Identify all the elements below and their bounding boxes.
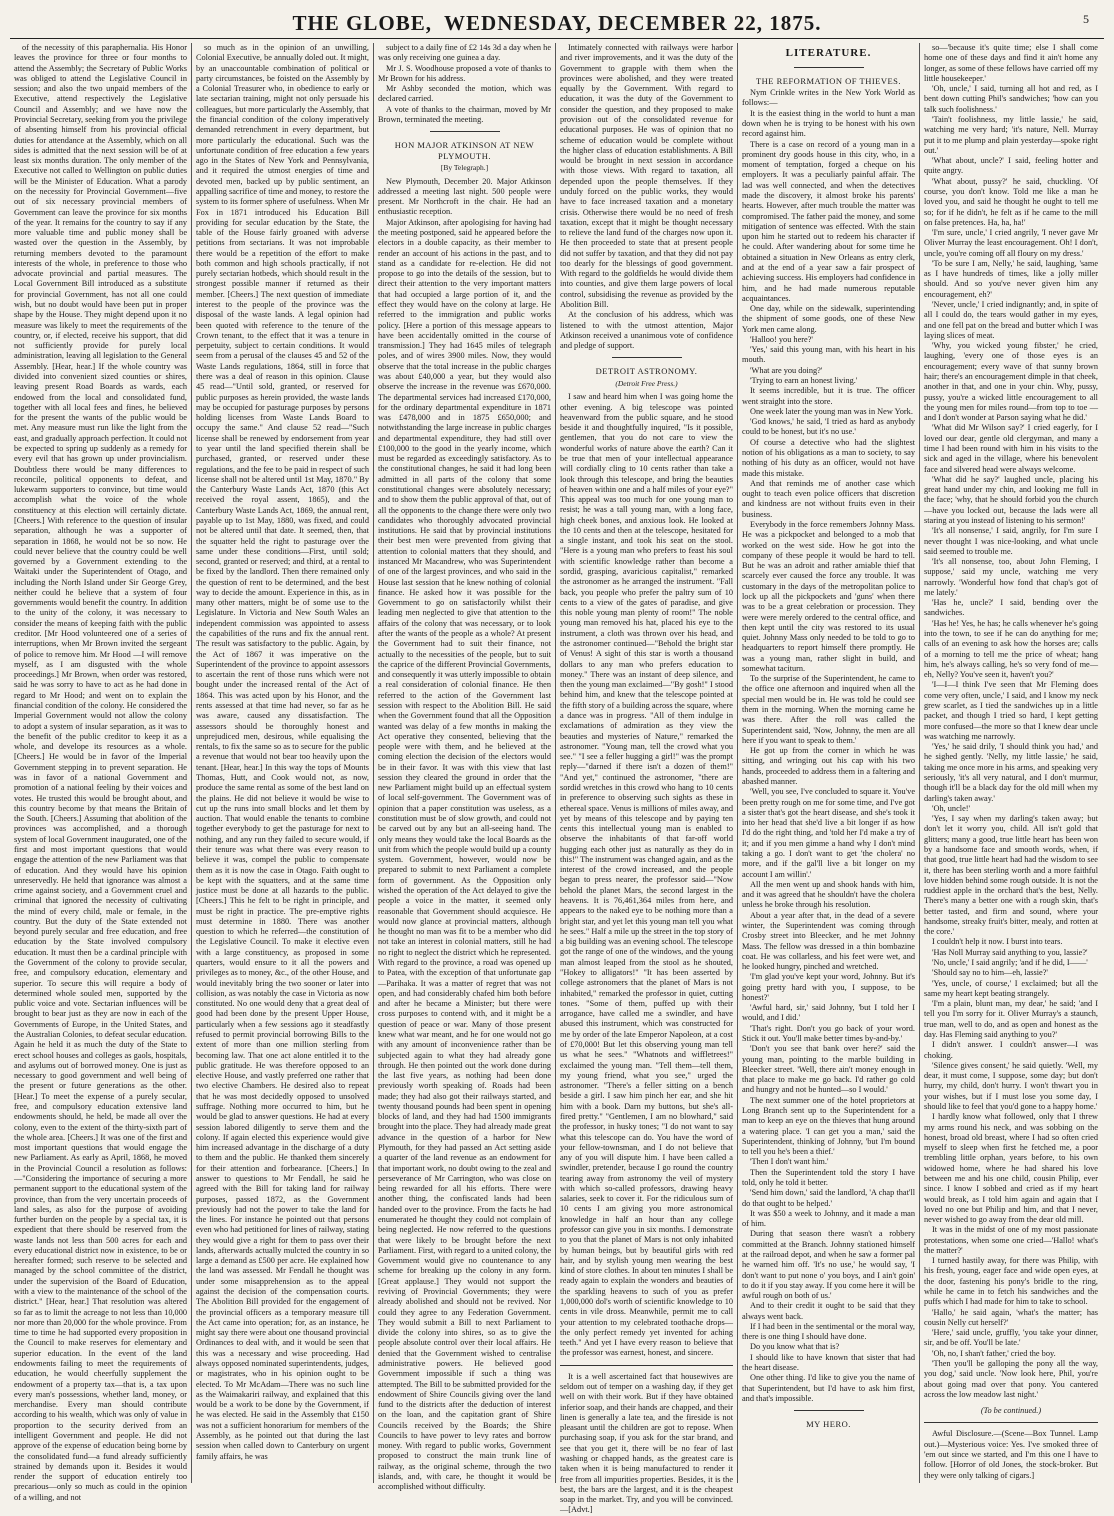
article-paragraph: 'Don't you see that bank over here?' said the young man, pointing to the marble building in Bleecker street. 'Well, there ain't money enough in that place to make me go back. I'd rather go cold and hungry and not be hunted—so I would.' bbox=[742, 1044, 915, 1095]
article-paragraph: One other thing. I'd like to give you the name of that Superintendent, but I'd have to ask him first, and that's impossible. bbox=[742, 1373, 915, 1403]
section-divider bbox=[794, 1410, 864, 1411]
article-paragraph: At the conclusion of his address, which was listened to with the utmost attention, Major Atkinson received a unanimous vote of confidence and pledge of support. bbox=[560, 310, 733, 351]
article-paragraph: 'Then you'll be galloping the pony all the way, you dog,' said uncle. 'Now look here, Phil, you're about going mad over that pony. You cantered across the low meadow last night.' bbox=[924, 1359, 1098, 1399]
article-paragraph: And to their credit it ought to be said that they always went back. bbox=[742, 1301, 915, 1321]
article-paragraph: There is a case on record of a young man in a prominent dry goods house in this city, who, in a moment of temptation, forged a cheque on his employers. It was a peculiarly painful affair. The lad was well connected, and when the detectives made the discovery, it almost broke his parents' hearts. However, after much trouble the matter was compromised. The father paid the money, and some mitigation of sentence was effected. With the stain upon him he started out to redeem his character if he could. After wandering about for some time he obtained a situation in New Orleans as entry clerk, and at the end of a year saw a fair prospect of achieving success. His employers had confidence in him, and he had made numerous reputable acquaintances. bbox=[742, 139, 915, 303]
article-paragraph: 'I'm a plain, blunt man, my dear,' he said; 'and I tell you I'm sorry for it. Oliver Murray's a staunch, true man, well to do, and as open and honest as the day. Has Fleming said anything to you?' bbox=[924, 999, 1098, 1039]
column-6 bbox=[920, 43, 1102, 1483]
masthead bbox=[10, 8, 1104, 39]
article-paragraph: About a year after that, in the dead of a severe winter, the Superintendent was coming through Crosby street into Bleecker, and he met Johnny Mass. The fellow was dressed in a thin bombazine coat. He was collarless, and his feet were wet, and he looked hungry, pinched and wretched. bbox=[742, 910, 915, 972]
columns bbox=[10, 43, 1104, 1515]
article-paragraph: of the necessity of this paraphernalia. His Honor leaves the province for three or four months to attend the Assembly; the Secretary of Public Works was obliged to attend the Legislative Council in session; and also the two unpaid members of the Executive, attend respectively the Legislative Council and Assembly; and we have now the Provincial Secretary, seeking from you the privilege of absenting himself from his provincial official duties for attendance at the Assembly, which on all sides is admitted that the next session will be of at least six months duration. The only member of the Executive not called to Wellington on public duties will be the Minister of Education. What a parody on the necessity for Provincial Government—five out of six necessary provincial members of Government can leave the province for six months of the year. It remains for the country to say if any more valuable time and public money shall be wasted over the question in the Assembly, by returning members devoted to the paramount interests of the whole, in preference to those who advocate provincial and partial measures. The Local Government Bill introduced as a substitute for provincial Government, has not all one could wish, but no doubt would have been put in proper shape by the House. They might depend upon it no measure was likely to meet the requirements of the country, or, if elected, receive his support, that did not sufficiently provide for purely local administration, leaving all legislation to the General Assembly. [Hear, hear.] If the whole country was divided into convenient sized counties or shires, leaving present Road Boards as wards, each endowed from the local and consolidated fund, together with all local fees and fines, he believed for the present the wants of the public would be met. Any measure must run like the light from the east, and gradually approach perfection. It could not be expected to spring up suddenly as a remedy for every evil that has grown up under provincialism. Doubtless there would be many differences to reconcile, political opponents to defeat, and lukewarm supporters to convince, but time would accomplish what the voice of the whole constituency at this election will certainly dictate. [Cheers.] With reference to the question of insular separation, although he was a supporter of separation in 1868, he would not be so now. He could never believe that the country could be well governed by a Government extending to the Waitaki under the Superintendent of Otago, and including the North Island under Sir George Grey, neither could he believe that a system of four governments would benefit the country. In addition to the unity of the colony, it was necessary to consider the means of keeping faith with the public creditor. [Mr Hood volunteered one of a series of interruptions, when Mr Brown invited the sergeant of police to remove him. Mr Hood —I will remove myself, as I am disgusted with the whole proceedings.] Mr Brown, when order was restored, said he was sorry to have to act as he had done in regard to Mr Hood; and went on to explain the financial condition of the colony. He considered the Imperial Government would not allow the colony to adopt a system of insular separation, as it was to the benefit of the public creditor to keep it as a whole, and develope its resources as a whole. [Cheers.] He would be in favor of the Imperial Government stepping in to prevent separation. He was in favor of a national Government and promotion of a national feeling by their voices and votes. He trusted this would be brought about, and this country become by that means the Britain of the South. [Cheers.] Assuming that abolition of the provinces was accomplished, and a thorough system of local Government inaugurated, one of the first and most important questions that would engage the attention of the new Parliament was that of education. And they would have his opinion unreservedly. He held that ignorance was almost a crime against society, and a Government cruel and criminal that ignored the necessity of cultivating the mind of every child, male or female, in the country. But the duty of the State extended not beyond purely secular and free education, and free education by the State involved compulsory education. It must then be a cardinal principle with the Government of the colony to provide secular, free, and compulsory education, elementary and superior. To secure this will require a body of determined whole souled men, supported by the public voice and vote. Sectarian influences will be brought to bear just as they are now in each of the Governments of Europe, in the United States, and the Australian Colonies, to defeat secular education. Again he held it as much the duty of the State to erect school houses and colleges as gaols, hospitals, and asylums out of borrowed money. One is just as necessary to good government and well being of the present or future generations as the other. [Hear.] To meet the expense of a purely secular, free, and compulsory education extensive land endowments should, he held, be made all over the colony, even to the extent of the thirty-sixth part of the whole area. [Cheers.] It was one of the first and most important questions that would engage the new Parliament. As early as April, 1868, he moved in the Provincial Council a resolution as follows:—"Considering the importance of securing a more permanent support to the educational system of the province, than from the very uncertain proceeds of land sales, as also for the purpose of avoiding further burden on the people by a special tax, it is expedient that there should be reserved from the waste lands not less than 500 acres for each and every educational district now in existence, to be or hereafter formed; such reserve to be selected and managed by the school committee of the district, under the supervision of the Board of Education, with a view to the maintenance of the school of the district." [Hear, hear.] That resolution was altered so far as to limit the acreage to not less than 10,000 nor more than 20,000 for the whole province. From time to time he had supported every proposition in the Council to make reserves for elementary and superior education. In the event of the land endowments failing to meet the requirements of education, he would cheerfully supplement the endowment of a property tax—that is, a tax upon every man's possessions, whether land, money, or merchandise. Every man should contribute according to his wealth, which was only of value in proportion to the security derived from an intelligent Government and people. He did not approve of the expense of education being borne by the consolidated fund—a fund already sufficiently strained by demands upon it. Besides it would render the support of education entirely too precarious—only so much as could in the opinion of a willing, and not bbox=[14, 43, 188, 1502]
article-paragraph: 'Oh, no, I shan't father,' cried the boy. bbox=[932, 1348, 1056, 1358]
closing-item: Awful Disclosure.—(Scene—Box Tunnel. Lamp out.)—Mysterious voice: Yes. I've smoked three of 'em out since we started, and I'm this one I have to follow. [Horror of old Jones, the stock-broker. But they were only talking of cigars.] bbox=[924, 1429, 1098, 1480]
article-paragraph: It was in the midst of one of my most passionate protestations, when some one cried—'Hallo! what's the matter?' bbox=[924, 1225, 1098, 1255]
article-paragraph: One day, while on the sidewalk, superintending the shipment of some goods, one of these New York men came along. bbox=[742, 304, 915, 334]
article-paragraph: All the men went up and shook hands with him, and it was agreed that he shouldn't have the cholera unless he broke through his resolution. bbox=[742, 879, 915, 910]
article-paragraph: 'I—I—I think I've seen that Mr Fleming does come very often, uncle,' I said, and I know my neck grew scarlet, as I tied the sandwiches up in a little packet, and though I tried so hard, I kept getting more confused—the more so that I knew dear uncle was watching me narrowly. bbox=[924, 680, 1098, 741]
article-byline: (Detroit Free Press.) bbox=[615, 378, 678, 388]
article-paragraph: I hardly know what followed, only that I threw my arms round his neck, and was sobbing on the honest, broad old breast, where I had so often cried myself to sleep when first he fetched me, a poor trembling little orphan, years before, to his own widowed home, where he had shared his love between me and his one child, cousin Philip, ever since. I know I sobbed and cried as if my heart would break, as I told him again and again that I loved no one but Philip and him, and that I never, never wished to go away from the dear old mill. bbox=[924, 1112, 1098, 1225]
article-paragraph: 'Halloo! you here?' bbox=[750, 334, 813, 344]
article-paragraph: Of course a detective who had the slightest notion of his obligations as a man to society, to say nothing of his duty as an officer, would not have made this mistake. bbox=[742, 437, 915, 478]
article-paragraph: 'Oh, uncle!' bbox=[932, 803, 971, 813]
article-heading: HON MAJOR ATKINSON AT NEW PLYMOUTH. bbox=[394, 140, 535, 161]
column-5 bbox=[738, 43, 920, 1483]
article-paragraph: 'Never, uncle,' I cried indignantly; and, in spite of all I could do, the tears would gather in my eyes, and one fell pat on the bread and butter which I was laying slices of meat. bbox=[924, 300, 1098, 340]
article-paragraph: One week later the young man was in New York. bbox=[750, 406, 913, 416]
article-paragraph: so—'because it's quite time; else I shall come home one of these days and find it ain't home any longer, as some of these fellows have carried off my little housekeeper.' bbox=[924, 43, 1098, 83]
article-body bbox=[924, 43, 1098, 1400]
article-paragraph: I should like to have known that sister that had the heart disease. bbox=[742, 1352, 915, 1373]
article-paragraph: subject to a daily fine of £2 14s 3d a day when he was only receiving one guinea a day. bbox=[378, 43, 551, 63]
article-paragraph: 'Has Noll Murray said anything to you, lassie?' bbox=[932, 947, 1088, 957]
article-paragraph: I couldn't help it now. I burst into tears. bbox=[932, 937, 1063, 947]
article-heading: THE REFORMATION OF THIEVES. bbox=[755, 75, 902, 86]
article-paragraph: It seems incredible, but it is true. The officer went straight into the store. bbox=[742, 386, 915, 406]
article-paragraph: 'Yes,' said this young man, with his heart in his mouth. bbox=[742, 345, 915, 365]
article-paragraph: Do you know what that is? bbox=[750, 1342, 840, 1352]
section-divider bbox=[794, 67, 864, 68]
article-paragraph: 'Yes, uncle, of course,' I exclaimed; but all the same my heart kept beating strangely. bbox=[924, 978, 1098, 998]
article-paragraph: 'Yes, I say when my darling's taken away; but don't let it worry you, child. All isn't gold that glitters; many a good, true little heart has been won by a handsome face and smooth words, when, if that good, true little heart had had the wisdom to see it, there has been sterling worth and a more faithful love hidden behind some rough outside. It is not the ruddiest apple in the orchard that's the best, Nelly. There's many a better one with a rough skin, that's better tasted, and firm and sound, where your handsome, streaky fruit's bitter, mealy, and rotten at the core.' bbox=[924, 814, 1098, 937]
article-paragraph: New Plymouth, December 20. Major Atkinson addressed a meeting last night. 500 people were present. Mr Northcroft in the chair. He had an enthusiastic reception. bbox=[378, 176, 551, 217]
advertisement: It is a well ascertained fact that housewives are seldom out of temper on a washing day, if they get well on with their work. But if they have obtained inferior soap, and their hands are chapped, and their linen is generally a late tea, and the fireside is not pleasant until the children are got to repose. When purchasing soap, if you ask for the star brand, and see that you get it, there will be no fear of last washing or chapped hands, as the greatest care is taken when it is being manufactured to render it free from all impurities properties. Besides, it is the best, the bars are the largest, and it is the cheapest soap in the market. Try, and you will be convinced.—[Advt.] bbox=[560, 1371, 733, 1515]
article-paragraph: 'It's all nonsense,' I said, angrily, for I'm sure I never thought I was nice-looking, and what uncle said seemed to trouble me. bbox=[924, 526, 1098, 556]
article-paragraph: 'It's all nonsense, too, about John Fleming, I suppose,' said my uncle, watching me very narrowly. 'Wonderful how fond that chap's got of me lately.' bbox=[924, 557, 1098, 597]
article-paragraph: I turned hastily away, for there was Philip, with his fresh, young, eager face and wide open eyes, at the door, fastening his pony's bridle to the ring, while he came in to fetch his sandwiches and the puffs which I had made for him to take to school. bbox=[924, 1256, 1098, 1307]
article-paragraph: To the surprise of the Superintendent, he came to the office one afternoon and inquired when all the special men would be in. He was told he could see them in the morning. When the morning came he was there. After the roll was called the Superintendent said, 'Now, Johnny, the men are all here if you want to speak to them.' bbox=[742, 674, 915, 745]
article-paragraph: 'What about, uncle?' I said, feeling hotter and quite angry. bbox=[924, 156, 1098, 176]
article-paragraph: He got up from the corner in which he was sitting, and wringing out his cap with his two hands, proceeded to address them in a faltering and abashed manner. bbox=[742, 746, 915, 786]
article-paragraph: 'Trying to earn an honest living.' bbox=[750, 376, 858, 386]
article-paragraph: Major Atkinson, after apologising for having had the meeting postponed, said he appeared before the electors in a double capacity, as their member to render an account of his actions in the past, and to stand as a candidate for re-election. He did not propose to go into the details of the session, but to direct their attention to the very important matters that had occupied a large portion of it, and the effect they would have on the colony at large. He referred to the immigration and public works policy. [Here a portion of this message appears to have been accidentally omitted in the course of transmission.] They had 1645 miles of telegraph poles, and of wires 3900 miles. Now, they would observe that the total increase in the public charges was about £40,000 a year, but they would also observe the increase in the revenue was £670,000. The departmental services had increased £170,000, for the ordinary departmental expenditure in 1871 was £478,000 and in 1875 £650,000; and notwithstanding the large increase in public charges and departmental expenditure, they had still over £100,000 to the good in the yearly income, which must be regarded as exceedingly satisfactory. As to the constitutional changes, he said it had long been admitted in all parts of the colony that some constitutional changes were absolutely necessary; and to show them the public approval of that, out of all the opponents to the change there were only two candidates who thoroughly advocated provincial institutions. He said that by provincial institutions their best men were prevented from giving that attention to colonial matters that they should, and instanced Mr Macandrew, who was Superintendent of one of the largest provinces, and who said in the House last session that he knew nothing of colonial finance. He asked how it was possible for the Government to go on satisfactorily whilst their leading men neglected to give that attention to the affairs of the colony that was necessary, or to look after the wants of the people as a whole? At present the Government had to suit their finance, not actually to the necessities of the people, but to suit the caprice of the different Provincial Governments, and consequently it was utterly impossible to obtain a real consideration of colonial finance. He then referred to the action of the Government last session with respect to the Abolition Bill. He said when the Government found that all the Opposition wanted was delay of a few months in making the Act operative they consented, believing that the people were with them, and he believed at the coming election the decision of the electors would be in their favor. It was with this view that last session they cleared the ground in order that the new Parliament might build up an effectual system of local self-government. The Government was of opinion that a paper constitution was useless, as a constitution must be of slow growth, and could not be carved out by any but an all-seeing hand. The only means they would take the local Boards as the unit from which the people would build up a county system. Government, however, would now be prepared to submit to next Parliament a complete form of government. As the Opposition only wished the operation of the Act delayed to give the people a voice in the matter, it seemed only reasonable that Government should acquiesce. He would now glance at provincial matters, although he thought no man was fit to be a member who did not take an interest in colonial matters, still he had no right to neglect the district which he represented. With regard to the province, a road was opened up to Patea, with the exception of that unfortunate gap—Parihaka. It was a matter of regret that was not open, and had considerably chafed him both before and after he became a Minister; but there were cross purposes to contend with, and it might be a question of peace or war. Many of those present knew what war meant, and he for one would not go with any amount of inconvenience rather than be subjected again to what they had already gone through. He then pointed out the work done during the last five years, as nothing had been done previously worth speaking of. Roads had been made; they had also got their railways started, and twenty thousand pounds had been spent in opening blocks of land, and they had had 1500 immigrants brought into the place. They had already made great advance in the question of a harbor for New Plymouth, for they had passed an Act setting aside a quarter of the land revenue as an endowment for that important work, no doubt owing to the zeal and perseverance of Mr Carrington, who was close on being rewarded for all his efforts. There were another thing, the confiscated lands had been handed over to the province. From the facts he had enumerated he thought they could not complain of being neglected. He now referred to the questions that were likely to be brought before the next Parliament. First, with regard to a united colony, the Government would give no countenance to any scheme for breaking up the colony in any form. [Great applause.] They would not support the reviving of Provincial Governments; they were already abolished and should not be revived. Nor could they agree to any Federation Government. They would submit a Bill to next Parliament to divide the colony into shires, so as to give the people absolute control over their local affairs. He denied that the Government wished to centralise administrative powers. He believed good Government impossible if such a thing was attempted. The Bill to be submitted provided for the endowment of Shire Councils giving over the land fund to the districts after the deduction of interest on the loan, and the capitation grant of Shire Councils received by the Boards; the Shire Councils to have power to levy rates and borrow money. With regard to public works, Government proposed to construct the main trunk line of railway, as the original scheme, through the two islands, and, with care, he thought it would be accomplished without difficulty. bbox=[378, 217, 551, 1492]
column-3 bbox=[374, 43, 556, 1492]
article-paragraph: 'Why, you wicked young fibster,' he cried, laughing, 'every one of those eyes is an encouragement; every wave of that sunny brown hair; there's an encouragement dimple in that cheek, another in that, and one in your chin. Why, pussy, pussy, you're a wicked little encouragement to all the young men for miles round—from top to toe —and I don't wonder at Parson saying what he did.' bbox=[924, 341, 1098, 423]
article-paragraph: 'God knows,' he said, 'I tried as hard as anybody could to be honest, but it's no use.' bbox=[742, 417, 915, 437]
article-paragraph: 'I'm glad you've kept your word, Johnny. But it's going pretty hard with you, I suppose, to be honest?' bbox=[742, 972, 915, 1002]
article-paragraph: 'Has he, uncle?' I said, bending over the sandwiches. bbox=[924, 598, 1098, 618]
article-paragraph: 'To be sure I am, Nelly,' he said, laughing, 'same as I have hundreds of times, like a jolly miller should. And so you've never given him any encouragement, eh?' bbox=[924, 258, 1098, 299]
section-heading: LITERATURE. bbox=[785, 47, 872, 59]
continued-note: (To be continued.) bbox=[980, 1406, 1042, 1416]
article-paragraph: 'Oh, uncle,' I said, turning all hot and red, as I bent down cutting Phil's sandwiches; 'how can you talk such foolishness.' bbox=[924, 84, 1098, 114]
article-paragraph: It was $50 a week to Johnny, and it made a man of him. bbox=[742, 1208, 915, 1229]
column-2 bbox=[192, 43, 374, 1483]
article-paragraph: 'What are you doing?' bbox=[750, 365, 823, 375]
article-paragraph: Nym Crinkle writes in the New York World as follows:— bbox=[742, 88, 915, 108]
article-paragraph: 'What did Mr Wilson say?' I cried eagerly, for I loved our dear, gentle old clergyman, and many a time I had been round with him in his visits to the sick and aged in the village, where his benevolent face and silvered head were always welcome. bbox=[924, 423, 1098, 474]
column-1 bbox=[10, 43, 192, 1502]
issue-date: WEDNESDAY, DECEMBER 22, 1875. bbox=[444, 10, 822, 35]
article-paragraph: Mr Ashby seconded the motion, which was declared carried. bbox=[378, 84, 551, 104]
article-paragraph: A vote of thanks to the chairman, moved by Mr Brown, terminated the meeting. bbox=[378, 104, 551, 124]
article-paragraph: The next summer one of the hotel proprietors at Long Branch sent up to the Superintendent for a man to keep an eye on the thieves that hung around a watering place. 'I can get you a man,' said the Superintendent, thinking of Johnny, 'but I'm bound to tell you he's been a thief.' bbox=[742, 1095, 915, 1157]
section-divider bbox=[430, 131, 500, 132]
article-paragraph: so much as in the opinion of an unwilling, Colonial Executive, be annually doled out. It might, by an unaccountable combination of political or party circumstances, be foisted on the Assembly by a Colonial Treasurer who, in obedience to early or late sectarian training, might not only persuade his colleagues, but more particularly the Assembly, that the financial condition of the colony imperatively demanded retrenchment in every department, but more particularly the educational. Such was the unfortunate condition of free education a few years ago in the States of New York and Pennsylvania, and it required the utmost energies of time and devoted men, backed up by public sentiment, an appalling sacrifice of time and money, to restore the system to its former sphere of usefulness. When Mr Fox in 1871 introduced his Education Bill providing for secular education by the State, the table of the House fairly groaned with adverse petitions from sectarians. It was not improbable there would be a repetition of the effort to make both common and high schools practically, if not purely sectarian hotbeds, which should result in the strongest possible manner if returned as their member. [Cheers.] The next question of immediate interest to the people of the province was the disposal of the waste lands. A legal opinion had been quoted with reference to the tenure of the Crown tenant, to the effect that it was a tenure in perpetuity, subject to certain conditions. It would seem from a perusal of the clauses 45 and 52 of the Waste Lands regulations, 1864, still in force that there was a deal of reason in this opinion. Clause 45 read—"Until sold, granted, or reserved for public purposes as herein provided, the waste lands may be occupied for pasturage purposes by persons holding licenses from Waste Lands Board to occupy the same." And clause 52 read—"Such license shall be renewed by endorsement from year to year until the land specified therein shall be purchased, granted, or reserved under these regulations, and the fee to be paid in respect of such license shall not be altered until 1st May, 1870." By the Canterbury Waste Lands Act, 1870 (this Act received the royal assent, 1865), and the Canterbury Waste Lands Act, 1869, the annual rent, payable up to 1st May, 1880, was fixed, and could not be altered until that date. It seemed, then, that the squatter held the right to pasturage over the same under these conditions—First, until sold; second, granted or reserved; and third, at a rental to be fixed by the landlord. Then there remained only the question of rent to be determined, and the best way to decide the amount. Experience in this, as in many other matters, might be of some use to the Legislature. In Victoria and New South Wales an independent commission was appointed to assess the capabilities of the runs and fix the annual rent. The result was satisfactory to the public. Again, by the Act of 1867 it was imperative on the Superintendent of the province to appoint assessors to ascertain the rent of those runs which were not bought under the increased rental of the Act of 1864. This was acted upon by his Honor, and the rents assessed at that time had never, so far as he was aware, caused any dissatisfaction. The assessors should be thoroughly honest and unprejudiced men, desirous, while equalising the rentals, to fix the same so as to secure for the public a revenue that would not bear too heavily upon the tenant. [Hear, hear.] In this way the tops of Mounts Thomas, Hutt, and Cook would not, as now, produce the same rental as some of the best land on the plains. He did not believe it would be wise to cut up the runs into small blocks and let them by auction. That would enable the tenants to combine together everybody to get the pasturage for next to nothing, and any run they failed to secure would, if their tenure was what there was every reason to believe it was, compel the public to compensate them as it is now the case in Otago. Faith ought to be kept with the squatters, and at the same time justice must be done at all hazards to the public. [Cheers.] This he felt to be right in principle, and must be right in practice. The pre-emptive rights must determine in 1880. There was another question to which he referred—the constitution of the Legislative Council. To make it elective even with a large constituency, as proposed in some quarters, would ensure to it all the powers and privileges as to money, &c., of the other House, and would inevitably bring the two sooner or later into collision, as was notably the case in Victoria as now constituted. No one would deny that a great deal of good had been done by the present Upper House, particularly when a few sessions ago it steadfastly refused to permit provincial borrowing Bills to the extent of more than one million sterling from becoming law. That one act alone entitled it to the public gratitude. He was therefore opposed to an elective House, and vastly preferred one rather that two elective Chambers. He desired also to repeat that he was most decidedly opposed to unsolved suffrage. Nothing more occurred to him, but he would be glad to answer questions. He had at every session labored diligently to serve them and the colony. If again elected this experience would give him increased advantage in the discharge of a duty to them and the public. He thanked them sincerely for their attention and forbearance. [Cheers.] In answer to questions to Mr Fendall, he said he agreed with the Bill for taking land for railway purposes, passed 1872, as the Government previously had not the power to take the land for the lines. For instance he pointed out that persons even who had petitioned for lines of railway, stating they would give a right for them to pass over their lands, afterwards actually mulcted the country in so large a demand as £500 per acre. He explained how the land was assessed. Mr Fendall he thought was under some misapprehension as to the appeal against the decision of the compensation courts. The Abolition Bill provided for the engagement of the provincial officers as a temporary measure till the Act came into operation; for, as an instance, he might say there were about one thousand provincial Ordinances to deal with, and it would be seen that this was a necessary and wise proceeding. Had always opposed nominated superintendents, judges, or magistrates, who in his opinion ought to be elected. To Mr McAdam—There was no such line as the Waimakariri railway, and explained that this would be a work to be done by the Government, if he was elected. He said in the Assembly that £150 was not a sufficient honorarium for members of the Assembly, as he pointed out that during the last session when called down to Canterbury on urgent family affairs, he was bbox=[196, 43, 369, 1461]
article-paragraph: 'What did he say?' laughed uncle, placing his great hand under my chin, and looking me full in the face; 'why, that he should forbid you the church—have you locked out, because the lads were all staring at you instead of listening to his sermon!' bbox=[924, 474, 1098, 525]
article-body bbox=[742, 88, 915, 1404]
article-paragraph: Mr J. S. Woodhouse proposed a vote of thanks to Mr Brown for his address. bbox=[378, 63, 551, 83]
article-heading: MY HERO. bbox=[806, 1419, 851, 1430]
section-divider bbox=[924, 1422, 1098, 1423]
article-paragraph: 'Yes,' he said drily, 'I should think you had,' and he sighed gently. 'Nelly, my little lassie,' he said, taking me once more in his arms, and speaking very seriously, 'it's all very natural, and I don't murmur, though it'll be a black day for the old mill when my darling's taken away.' bbox=[924, 742, 1098, 803]
article-paragraph: 'Tain't foolishness, my little lassie,' he said, watching me very hard; 'it's nature, Nell. Murray put it to me plump and plain yesterday—spoke right out.' bbox=[924, 114, 1098, 155]
article-paragraph: 'Then I don't want him.' bbox=[750, 1157, 829, 1167]
article-paragraph: Then the Superintendent told the story I have told, only he told it better. bbox=[742, 1167, 915, 1187]
article-paragraph: 'Send him down,' said the landlord, 'A chap that'll do that ought to be helped.' bbox=[742, 1188, 915, 1208]
column-4 bbox=[556, 43, 738, 1515]
article-paragraph: I didn't answer. I couldn't answer—I was choking. bbox=[924, 1040, 1098, 1060]
article-paragraph: 'Should say no to him—eh, lassie?' bbox=[932, 968, 1048, 978]
article-paragraph: 'That's right. Don't you go back of your word. Stick it out. You'll make better times by-and-by.' bbox=[742, 1023, 915, 1044]
paper-name: THE GLOBE, bbox=[292, 10, 433, 35]
article-paragraph: During that season there wasn't a robbery committed at the Branch. Johnny stationed himself at the railroad depot, and when he saw a former pal he warned him off. 'It's no use,' he would say, 'I don't want to put none o' you boys, and I ain't goin' to do it if you stay away. If you come here it will be awful rough on both of us.' bbox=[742, 1229, 915, 1301]
article-paragraph: And that reminds me of another case which ought to teach even police officers that discretion and kindness are not without fruits even in their business. bbox=[742, 478, 915, 519]
article-byline: [By Telegraph.] bbox=[440, 163, 489, 173]
article-paragraph: 'Hallo,' he said again, 'what's the matter; has cousin Nelly cut herself?' bbox=[924, 1307, 1098, 1327]
page-number: 5 bbox=[1083, 12, 1090, 26]
article-paragraph: 'What about, pussy?' he said, chuckling. 'Of course, you don't know. Told me like a man he loved you, and said he thought he ought to tell me so; for if he didn't, he felt as if he came to the mill on false pretences. Ha, ha, ha!' bbox=[924, 176, 1098, 227]
article-paragraph: It is the easiest thing in the world to hunt a man down when he is trying to be honest with his own record against him. bbox=[742, 108, 915, 139]
article-paragraph: 'Here,' said uncle, gruffly, 'you take your dinner, sir, and be off. You'll be late.' bbox=[924, 1328, 1098, 1348]
article-paragraph: Everybody in the force remembers Johnny Mass. He was a pickpocket and belonged to a mob that worked on the west side. How he got into the company of these people it would be hard to tell. But he was an adroit and rather amiable thief that scarcely ever caused the force any trouble. It was customary in the days of the metropolitan police to lock up all the pickpockets and 'guns' when there was to be a great celebration or procession. They were were merely ordered to the central office, and then kept until the city was restored to its usual quiet. Johnny Mass only needed to be told to go to headquarters to report himself there promptly. He was a young man, rather slight in build, and somewhat taciturn. bbox=[742, 519, 915, 673]
article-paragraph: If I had been in the sentimental or the moral way, there is one thing I should have done. bbox=[742, 1321, 915, 1342]
article-paragraph: Intimately connected with railways were harbor and river improvements, and it was the duty of the Government to grapple with them when the provinces were abolished, and they were treated equally by the Government. With regard to education, it was the duty of the Government to consider the question, and they proposed to make provision out of the consolidated revenue for educational purposes. He was of opinion that no scheme of education would be complete without the higher class of education establishments. A Bill would be brought in next session in accordance with those views. With regard to taxation, all depended upon the people themselves. If they unduly forced on the public works, they would have to face increased taxation and a monetary crisis. Otherwise there would be no need of fresh taxation, except that it might be thought necessary to relieve the land fund of the charges now upon it. He then proceeded to state that at present people did not suffer by taxation, and that they did not pay too dearly for the blessings of good government. With regard to the goldfields he would divide them into counties, and give them large powers of local control, subsidising the revenue as provided by the Abolition Bill. bbox=[560, 43, 733, 310]
article-paragraph: I saw and heard him when I was going home the other evening. A big telescope was pointed heavenward from the public square, and he stood beside it and thoughtfully inquired, "Is it possible, gentlemen, that you do not care to view the wonderful works of nature above the earth? Can it be true that men of your intellectual appearance will cordially cling to 10 cents rather than take a look through this telescope, and bring the beauties of heaven within one and a half miles of your eye?" This appeal was too much for one young man to resist; he was a tall young man, with a long face, high cheek bones, and anxious look. He looked at the 10 cents and then at the telescope, hesitated for a single instant, and took his seat on the stool. "Here is a young man who prefers to feast his soul with scientific knowledge rather than become a sordid, grasping, avaricious capitalist," remarked the astronomer as he arranged the instrument. "Fall back, you people who prefer the paltry sum of 10 cents to a view of the gates of paradise, and give this noble young man plenty of room!" The noble young man removed his hat, placed his eye to the instrument, a cloth was thrown over his head, and the astronomer continued—"Behold the bright star of Venus! A sight of this star is worth a thousand dollars to any man who prefers education to money." There was an instant of deep silence, and then the young man exclaimed—"By gosh!" I stood behind him, and knew that the telescope pointed at the fifth story of a building across the square, where a dance was in progress. "All of them indulge in exclamations of admiration as they view the beauties and mysteries of Nature," remarked the astronomer. "Young man, tell the crowd what you see." "I see a feller hugging a girl!" was the prompt reply—"darned if there isn't a dozen of them!" "And yet," continued the astronomer, "there are sordid wretches in this crowd who hang to 10 cents in preference to observing such sights as these in ethereal space. Venus is millions of miles away, and yet by means of this telescope and by paying ten cents this intellectual young man is enabled to observe the inhabitants of that far-off world hugging each other just as naturally as they do in this!" The instrument was changed again, and as the interest of the crowd increased, and the people began to press nearer, the professor said—"Now behold the planet Mars, the second largest in the heavens. It is 76,461,364 miles from here, and appears to the naked eye to be nothing more than a bright star, and yet let this young man tell you what he sees." Half a mile up the street in the top story of a big building was an evening school. The telescope got the range of one of the windows, and the young man almost leaped from the stool as he shouted, "Hokey to alligators!" "It has been asserted by college astronomers that the planet of Mars is not inhabited," remarked the professor in quiet, cutting tones. "Some of them, puffed up with their arrogance, have called me a swindler, and have abused this instrument, which was constructed for me by order of the late Emperor Napoleon, at a cost of £70,000! But let this observing young man tell us what he sees." "Whatnots and wiffletrees!" exclaimed the young man. "Tell them—tell them, my young friend, what you see," urged the astronomer. "There's a feller sitting on a bench beside a girl. I saw him pinch her ear, and she hit him with a book. Darn my buttons, but she's all-fired pretty." "Gentlemen, I am no blowhard," said the professor, in husky tones; "I do not want to say what this telescope can do. You have the word of your fellow-townsman, and I do not believe that any of you will dispute him. I have been called a swindler, pretender, because I go round the country tearing away from astronomy the veil of mystery with which so-called professors, drawing heavy salaries, seek to cover it. For the ridiculous sum of 10 cents I am giving you more astronomical knowledge in half an hour than any college professor can give you in six months. I demonstrate to you that the planet of Mars is not only inhabited by human beings, but by beautiful girls with red hair, and by stylish young men wearing the best kind of store clothes. In about ten minutes I shall be ready again to explain the wonders and beauties of the sparkling heavens to such of you as prefer 1,000,000 dol's worth of scientific knowledge to 10 cents in vile dross. Meanwhile, permit me to call your attention to my celebrated toothache drops—the only perfect remedy yet invented for aching teeth." And yet I have every reason to believe that the professor was earnest, honest, and sincere. bbox=[560, 392, 733, 1358]
article-paragraph: 'Has he! Yes, he has; he calls whenever he's going into the town, to see if he can do anything for me; calls of an evening to ask how the horses are; calls of a morning to tell me the price of wheat; hang him, he's always calling, he's so very fond of me—eh, Nelly? You've seen it, haven't you?' bbox=[924, 618, 1098, 680]
article-paragraph: 'Awful hard, sir,' said Johnny, 'but I told her I would, and I did.' bbox=[742, 1003, 915, 1023]
article-heading: DETROIT ASTRONOMY. bbox=[595, 366, 698, 377]
article-paragraph: 'Silence gives consent,' he said quietly. 'Well, my dear, it must come, I suppose, some day; but don't hurry, my child, don't hurry. I won't thwart you in your wishes, but if I must lose you some day, I should like to feel that you'd gone to a happy home.' bbox=[924, 1060, 1098, 1111]
section-divider bbox=[612, 357, 682, 358]
article-paragraph: 'Well, you see, I've concluded to square it. You've been pretty rough on me for some time, and I've got a sister that's got the heart disease, and she's took it into her head that she'd live a bit longer if as how I'd do the right thing, and 'told her I'd make a try of it; and if you men gimme a hand why I don't mind taking a go. I don't want to get 'the cholera' no more, and if the gal'll live a bit longer on my account I am willin'.' bbox=[742, 787, 915, 879]
article-paragraph: 'No, uncle,' I said angrily; 'and if he did, I——' bbox=[932, 958, 1088, 968]
article-paragraph: 'I'm sure, uncle,' I cried angrily, 'I never gave Mr Oliver Murray the least encouragement. Oh! I don't, uncle, you're coming off all floury on my dress.' bbox=[924, 228, 1098, 258]
section-divider bbox=[560, 1365, 733, 1366]
